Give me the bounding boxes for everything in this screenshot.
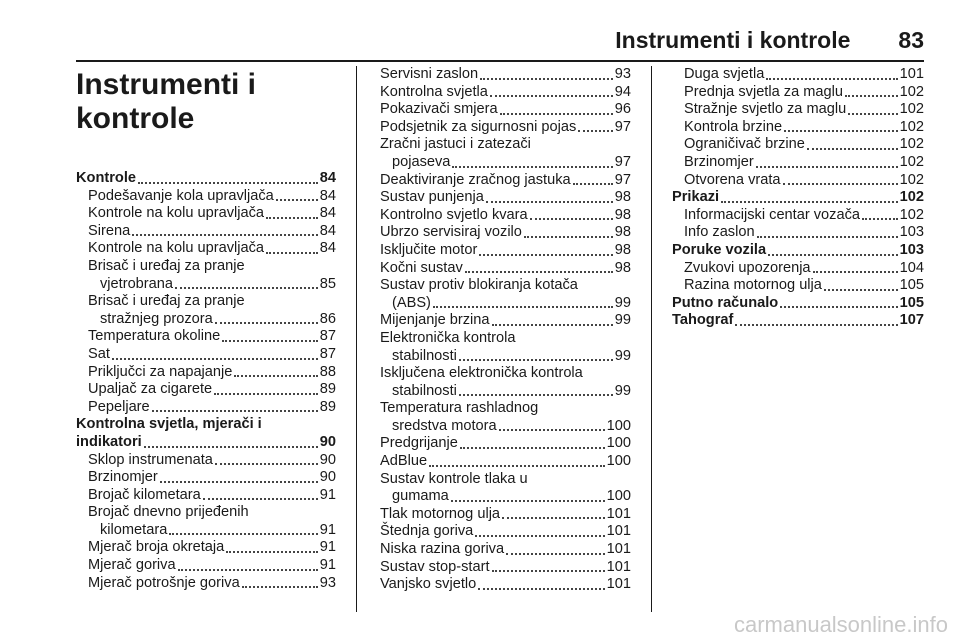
dot-leader bbox=[214, 392, 318, 395]
toc-entry[interactable] bbox=[380, 154, 631, 172]
toc-column-1 bbox=[76, 64, 336, 592]
toc-entry[interactable] bbox=[380, 506, 631, 524]
toc-entry-label: stabilnosti bbox=[392, 347, 457, 364]
toc-page-number: 104 bbox=[899, 259, 924, 276]
dot-leader bbox=[757, 235, 898, 238]
toc-page-number: 91 bbox=[319, 557, 336, 574]
toc-entry[interactable] bbox=[672, 224, 924, 242]
toc-entry-label: Predgrijanje bbox=[380, 435, 458, 452]
toc-page-number: 87 bbox=[319, 345, 336, 362]
dot-leader bbox=[492, 323, 613, 326]
dot-leader bbox=[266, 251, 318, 254]
dot-leader bbox=[735, 323, 897, 326]
toc-entry-label: Tlak motornog ulja bbox=[380, 505, 501, 522]
toc-page-number: 90 bbox=[319, 469, 336, 486]
toc-list bbox=[76, 170, 336, 592]
toc-entry[interactable] bbox=[76, 311, 336, 329]
toc-page-number: 97 bbox=[614, 118, 631, 135]
dot-leader bbox=[460, 446, 605, 449]
toc-entry[interactable] bbox=[76, 223, 336, 241]
toc-page-number: 84 bbox=[319, 240, 336, 257]
dot-leader bbox=[499, 428, 605, 431]
toc-entry[interactable] bbox=[76, 276, 336, 294]
dot-leader bbox=[721, 200, 898, 203]
dot-leader bbox=[524, 235, 613, 238]
toc-page-number: 107 bbox=[899, 312, 924, 329]
toc-entry[interactable] bbox=[380, 101, 631, 119]
dot-leader bbox=[530, 217, 613, 220]
dot-leader bbox=[203, 497, 318, 500]
dot-leader bbox=[138, 181, 318, 184]
dot-leader bbox=[276, 198, 318, 201]
page-number: 83 bbox=[898, 26, 924, 53]
dot-leader bbox=[144, 445, 318, 448]
toc-entry[interactable] bbox=[380, 66, 631, 84]
toc-entry[interactable] bbox=[76, 188, 336, 206]
toc-page-number: 96 bbox=[614, 101, 631, 118]
toc-entry-line: Brojač dnevno prijeđenih bbox=[88, 504, 249, 521]
dot-leader bbox=[226, 550, 317, 553]
dot-leader bbox=[500, 112, 613, 115]
dot-leader bbox=[480, 77, 613, 80]
toc-entry-label: (ABS) bbox=[392, 294, 431, 311]
toc-entry[interactable] bbox=[76, 240, 336, 258]
toc-entry-label: Razina motornog ulja bbox=[684, 277, 822, 294]
toc-page-number: 93 bbox=[614, 66, 631, 82]
toc-entry-label: Priključci za napajanje bbox=[88, 363, 233, 380]
toc-section-entry[interactable] bbox=[76, 434, 336, 452]
toc-entry[interactable] bbox=[76, 575, 336, 593]
dot-leader bbox=[766, 77, 897, 80]
dot-leader bbox=[132, 233, 318, 236]
dot-leader bbox=[573, 182, 613, 185]
toc-entry-label: Sustav punjenja bbox=[380, 189, 484, 206]
toc-entry-label: Sirena bbox=[88, 222, 131, 239]
toc-page-number: 87 bbox=[319, 328, 336, 345]
toc-entry-label: vjetrobrana bbox=[100, 275, 174, 292]
toc-entry[interactable] bbox=[76, 364, 336, 382]
dot-leader bbox=[459, 358, 613, 361]
dot-leader bbox=[848, 112, 897, 115]
toc-entry-line: Temperatura rashladnog bbox=[380, 400, 539, 417]
toc-entry-label: Podešavanje kola upravljača bbox=[88, 187, 274, 204]
toc-entry[interactable] bbox=[380, 418, 631, 436]
toc-entry-label: Štednja goriva bbox=[380, 523, 474, 540]
dot-leader bbox=[807, 147, 898, 150]
dot-leader bbox=[465, 270, 613, 273]
toc-page-number: 102 bbox=[899, 83, 924, 100]
toc-page-number: 84 bbox=[319, 222, 336, 239]
toc-entry-label: Poruke vozila bbox=[672, 241, 767, 258]
toc-entry-label: Pepeljare bbox=[88, 398, 150, 415]
toc-entry-label: pojaseva bbox=[392, 153, 451, 170]
toc-entry[interactable] bbox=[76, 452, 336, 470]
toc-entry[interactable] bbox=[76, 487, 336, 505]
toc-page-number: 101 bbox=[899, 66, 924, 82]
toc-entry-label: Vanjsko svjetlo bbox=[380, 576, 477, 593]
toc-entry[interactable] bbox=[672, 66, 924, 84]
toc-entry-label: Mijenjanje brzina bbox=[380, 312, 490, 329]
toc-column-2 bbox=[380, 66, 631, 594]
toc-entry[interactable] bbox=[380, 312, 631, 330]
dot-leader bbox=[490, 94, 613, 97]
toc-entry-label: Ograničivač brzine bbox=[684, 136, 805, 153]
dot-leader bbox=[478, 587, 604, 590]
toc-list bbox=[672, 66, 924, 330]
toc-entry[interactable] bbox=[672, 84, 924, 102]
toc-entry[interactable] bbox=[76, 346, 336, 364]
toc-entry-label: Deaktiviranje zračnog jastuka bbox=[380, 171, 571, 188]
toc-entry[interactable] bbox=[380, 207, 631, 225]
toc-entry-label: Brzinomjer bbox=[684, 153, 754, 170]
dot-leader bbox=[486, 200, 613, 203]
toc-page-number: 90 bbox=[319, 433, 336, 450]
toc-entry[interactable] bbox=[76, 381, 336, 399]
toc-entry[interactable] bbox=[380, 348, 631, 366]
toc-list bbox=[380, 66, 631, 594]
toc-entry-label: gumama bbox=[392, 488, 449, 505]
toc-entry[interactable] bbox=[672, 172, 924, 190]
toc-page-number: 103 bbox=[899, 224, 924, 241]
toc-entry-line: Sustav protiv blokiranja kotača bbox=[380, 277, 578, 294]
toc-entry-line: Zračni jastuci i zatezači bbox=[380, 136, 531, 153]
toc-entry[interactable] bbox=[76, 328, 336, 346]
toc-page-number: 91 bbox=[319, 521, 336, 538]
toc-page-number: 99 bbox=[614, 382, 631, 399]
column-divider bbox=[356, 66, 357, 612]
toc-page-number: 90 bbox=[319, 451, 336, 468]
dot-leader bbox=[824, 288, 898, 291]
toc-entry[interactable] bbox=[672, 101, 924, 119]
toc-entry[interactable] bbox=[380, 172, 631, 190]
dot-leader bbox=[502, 516, 605, 519]
toc-page-number: 89 bbox=[319, 381, 336, 398]
toc-entry-label: sredstva motora bbox=[392, 417, 497, 434]
dot-leader bbox=[160, 480, 318, 483]
toc-entry-label: Duga svjetla bbox=[684, 66, 765, 82]
dot-leader bbox=[492, 569, 605, 572]
watermark: carmanualsonline.info bbox=[733, 612, 948, 637]
toc-entry[interactable] bbox=[76, 399, 336, 417]
toc-section-entry[interactable] bbox=[672, 312, 924, 330]
toc-entry[interactable] bbox=[380, 435, 631, 453]
toc-page-number: 98 bbox=[614, 241, 631, 258]
dot-leader bbox=[506, 552, 605, 555]
toc-entry[interactable] bbox=[672, 154, 924, 172]
dot-leader bbox=[266, 216, 318, 219]
toc-entry-label: Kontrole bbox=[76, 170, 136, 186]
dot-leader bbox=[813, 270, 898, 273]
toc-page-number: 84 bbox=[319, 187, 336, 204]
toc-entry[interactable] bbox=[76, 522, 336, 540]
dot-leader bbox=[862, 217, 898, 220]
toc-entry[interactable] bbox=[380, 576, 631, 594]
toc-entry-label: Temperatura okoline bbox=[88, 328, 221, 345]
toc-page-number: 100 bbox=[606, 488, 631, 505]
toc-column-3 bbox=[672, 66, 924, 330]
toc-entry-label: Putno računalo bbox=[672, 294, 779, 311]
toc-entry-label: Mjerač broja okretaja bbox=[88, 539, 225, 556]
dot-leader bbox=[429, 464, 605, 467]
toc-entry-label: Stražnje svjetlo za maglu bbox=[684, 101, 847, 118]
toc-entry-line: Brisač i uređaj za pranje bbox=[88, 257, 245, 274]
dot-leader bbox=[112, 357, 318, 360]
toc-entry-label: kilometara bbox=[100, 521, 168, 538]
toc-entry[interactable] bbox=[672, 207, 924, 225]
toc-page-number: 102 bbox=[899, 206, 924, 223]
toc-entry-label: Mjerač potrošnje goriva bbox=[88, 574, 240, 591]
toc-entry-label: Upaljač za cigarete bbox=[88, 381, 213, 398]
toc-entry[interactable] bbox=[380, 260, 631, 278]
toc-entry-label: Niska razina goriva bbox=[380, 541, 505, 558]
toc-page-number: 100 bbox=[606, 417, 631, 434]
toc-entry-label: Tahograf bbox=[672, 312, 734, 329]
toc-entry-label: Zvukovi upozorenja bbox=[684, 259, 811, 276]
toc-entry[interactable] bbox=[380, 295, 631, 313]
toc-entry-label: Podsjetnik za sigurnosni pojas bbox=[380, 118, 577, 135]
toc-entry[interactable] bbox=[672, 119, 924, 137]
toc-page-number: 89 bbox=[319, 398, 336, 415]
toc-entry-label: Isključite motor bbox=[380, 241, 478, 258]
toc-entry[interactable] bbox=[380, 119, 631, 137]
toc-page-number: 99 bbox=[614, 347, 631, 364]
dot-leader bbox=[169, 532, 317, 535]
toc-entry-label: Informacijski centar vozača bbox=[684, 206, 861, 223]
toc-entry-label: Sklop instrumenata bbox=[88, 451, 213, 468]
toc-page-number: 102 bbox=[899, 153, 924, 170]
toc-entry[interactable] bbox=[380, 224, 631, 242]
dot-leader bbox=[756, 165, 898, 168]
dot-leader bbox=[222, 339, 318, 342]
chapter-title: Instrumenti i kontrole bbox=[76, 68, 257, 135]
toc-section-entry[interactable] bbox=[672, 189, 924, 207]
dot-leader bbox=[451, 499, 605, 502]
toc-page-number: 99 bbox=[614, 294, 631, 311]
dot-leader bbox=[780, 305, 897, 308]
toc-entry[interactable] bbox=[380, 488, 631, 506]
toc-page-number: 102 bbox=[899, 171, 924, 188]
toc-page-number: 91 bbox=[319, 486, 336, 503]
toc-entry[interactable] bbox=[672, 277, 924, 295]
toc-entry[interactable] bbox=[76, 205, 336, 223]
toc-entry-line: Brisač i uređaj za pranje bbox=[88, 293, 245, 310]
toc-page-number: 97 bbox=[614, 171, 631, 188]
dot-leader bbox=[452, 165, 612, 168]
toc-entry-label: Brojač kilometara bbox=[88, 486, 201, 503]
toc-entry-label: stražnjeg prozora bbox=[100, 310, 213, 327]
toc-entry[interactable] bbox=[672, 260, 924, 278]
toc-page-number: 99 bbox=[614, 312, 631, 329]
toc-page-number: 100 bbox=[606, 435, 631, 452]
toc-page-number: 101 bbox=[606, 558, 631, 575]
toc-entry-label: Prikazi bbox=[672, 189, 720, 206]
toc-entry-line: Kontrolna svjetla, mjerači i bbox=[76, 416, 262, 433]
toc-entry-label: Prednja svjetla za maglu bbox=[684, 83, 843, 100]
toc-entry-line: Isključena elektronička kontrola bbox=[380, 365, 583, 382]
running-header-title: Instrumenti i kontrole bbox=[615, 26, 851, 53]
toc-entry-label: Ubrzo servisiraj vozilo bbox=[380, 224, 522, 241]
toc-entry-label: Kontrolna svjetla bbox=[380, 83, 488, 100]
toc-page-number: 84 bbox=[319, 205, 336, 222]
toc-page-number: 105 bbox=[899, 294, 924, 311]
toc-page-number: 101 bbox=[606, 505, 631, 522]
toc-page-number: 102 bbox=[899, 101, 924, 118]
toc-entry-label: Otvorena vrata bbox=[684, 171, 781, 188]
dot-leader bbox=[783, 182, 898, 185]
toc-entry-label: Brzinomjer bbox=[88, 469, 158, 486]
toc-page-number: 102 bbox=[899, 189, 924, 206]
dot-leader bbox=[242, 585, 318, 588]
toc-entry-line: Sustav kontrole tlaka u bbox=[380, 470, 528, 487]
toc-page-number: 101 bbox=[606, 541, 631, 558]
dot-leader bbox=[768, 253, 898, 256]
column-divider bbox=[651, 66, 652, 612]
dot-leader bbox=[178, 568, 318, 571]
dot-leader bbox=[845, 94, 898, 97]
toc-page-number: 98 bbox=[614, 189, 631, 206]
toc-entry[interactable] bbox=[380, 453, 631, 471]
toc-page-number: 103 bbox=[899, 241, 924, 258]
toc-entry[interactable] bbox=[76, 557, 336, 575]
page-header bbox=[76, 20, 924, 62]
toc-page-number: 97 bbox=[614, 153, 631, 170]
toc-entry[interactable] bbox=[380, 559, 631, 577]
dot-leader bbox=[475, 534, 604, 537]
toc-entry-label: Kontrolno svjetlo kvara bbox=[380, 206, 528, 223]
toc-page-number: 102 bbox=[899, 136, 924, 153]
toc-entry-label: Info zaslon bbox=[684, 224, 755, 241]
toc-entry[interactable] bbox=[76, 539, 336, 557]
toc-entry-label: Mjerač goriva bbox=[88, 557, 176, 574]
dot-leader bbox=[459, 393, 613, 396]
toc-entry[interactable] bbox=[672, 136, 924, 154]
toc-entry[interactable] bbox=[380, 242, 631, 260]
toc-entry-label: Servisni zaslon bbox=[380, 66, 479, 82]
dot-leader bbox=[215, 321, 318, 324]
toc-page-number: 101 bbox=[606, 523, 631, 540]
toc-entry-label: Kontrola brzine bbox=[684, 118, 783, 135]
toc-entry-label: stabilnosti bbox=[392, 382, 457, 399]
toc-entry[interactable] bbox=[380, 84, 631, 102]
toc-entry-label: Kontrole na kolu upravljača bbox=[88, 205, 265, 222]
toc-entry[interactable] bbox=[380, 189, 631, 207]
dot-leader bbox=[433, 305, 613, 308]
toc-section-entry[interactable] bbox=[76, 170, 336, 188]
toc-page-number: 88 bbox=[319, 363, 336, 380]
toc-section-entry[interactable] bbox=[672, 295, 924, 313]
dot-leader bbox=[234, 374, 317, 377]
toc-entry[interactable] bbox=[380, 523, 631, 541]
toc-page-number: 100 bbox=[606, 453, 631, 470]
toc-entry-label: Sustav stop-start bbox=[380, 558, 490, 575]
toc-entry-label: Pokazivači smjera bbox=[380, 101, 498, 118]
toc-page-number: 102 bbox=[899, 118, 924, 135]
toc-page-number: 101 bbox=[606, 576, 631, 593]
dot-leader bbox=[152, 409, 318, 412]
toc-entry-label: Kočni sustav bbox=[380, 259, 463, 276]
toc-entry-line: Elektronička kontrola bbox=[380, 329, 516, 346]
dot-leader bbox=[215, 462, 318, 465]
toc-page-number: 98 bbox=[614, 206, 631, 223]
dot-leader bbox=[479, 253, 612, 256]
toc-entry-label: indikatori bbox=[76, 433, 142, 450]
toc-page-number: 85 bbox=[319, 275, 336, 292]
toc-page-number: 94 bbox=[614, 83, 631, 100]
toc-page-number: 86 bbox=[319, 310, 336, 327]
toc-entry[interactable] bbox=[380, 383, 631, 401]
toc-page-number: 105 bbox=[899, 277, 924, 294]
dot-leader bbox=[175, 286, 318, 289]
toc-entry-label: Kontrole na kolu upravljača bbox=[88, 240, 265, 257]
toc-page-number: 98 bbox=[614, 224, 631, 241]
toc-entry[interactable] bbox=[76, 469, 336, 487]
toc-entry-label: AdBlue bbox=[380, 453, 428, 470]
toc-page-number: 98 bbox=[614, 259, 631, 276]
toc-page-number: 84 bbox=[319, 170, 336, 186]
dot-leader bbox=[578, 129, 612, 132]
toc-entry-label: Sat bbox=[88, 345, 110, 362]
dot-leader bbox=[784, 129, 897, 132]
toc-page-number: 93 bbox=[319, 574, 336, 591]
toc-page-number: 91 bbox=[319, 539, 336, 556]
toc-section-entry[interactable] bbox=[672, 242, 924, 260]
toc-entry[interactable] bbox=[380, 541, 631, 559]
